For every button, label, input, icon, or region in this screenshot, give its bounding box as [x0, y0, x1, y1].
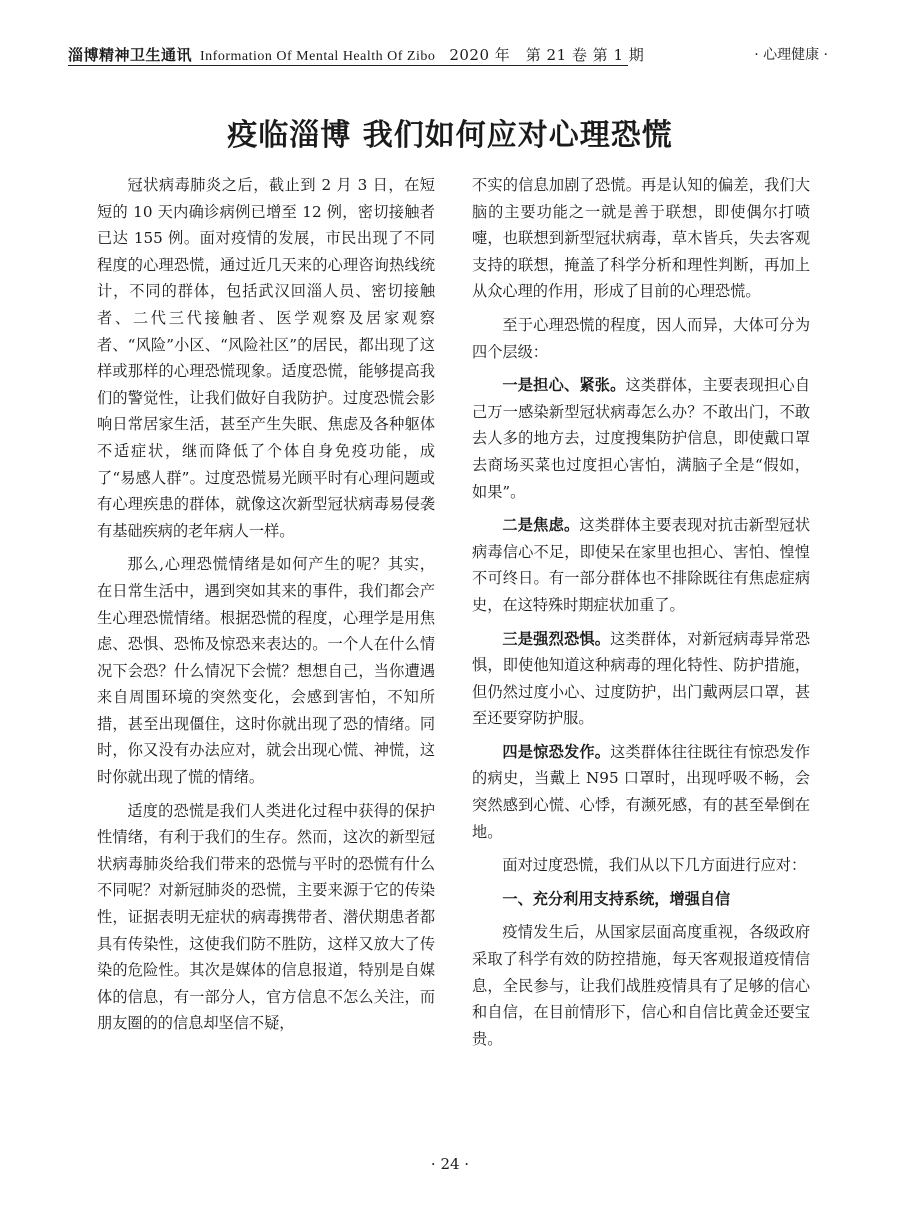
running-header — [68, 40, 828, 68]
paragraph: 至于心理恐慌的程度，因人而异，大体可分为四个层级： — [472, 315, 810, 361]
level-heading: 二是焦虑。 — [502, 516, 580, 535]
paragraph: 疫情发生后，从国家层面高度重视，各级政府采取了科学有效的防控措施，每天客观报道疫情信息，全民参与，让我们战胜疫情具有了足够的信心和自信，在目前情形下，信心和自信比黄金还要宝贵。 — [472, 923, 810, 1048]
level-paragraph — [472, 739, 810, 845]
level-paragraph — [472, 372, 810, 505]
section-heading: 一、充分利用支持系统，增强自信 — [502, 889, 731, 908]
section-label: · 心理健康 · — [754, 47, 828, 63]
level-paragraph — [472, 512, 810, 618]
page-number: · 24 · — [430, 1155, 470, 1173]
journal-info — [68, 44, 644, 65]
paragraph: 面对过度恐慌，我们从以下几方面进行应对： — [502, 856, 807, 875]
level-text: 这类群体，主要表现担心自己万一感染新型冠状病毒怎么办？不敢出门，不敢去人多的地方去，过度搜集防护信息，即使戴口罩去商场买菜也过度担心害怕，满脑子全是“假如，如果”。 — [472, 376, 810, 501]
paragraph-continuation: 不实的信息加剧了恐慌。再是认知的偏差，我们大脑的主要功能之一就是善于联想，即使偶尔打喷嚏，也联想到新型冠状病毒，草木皆兵，失去客观支持的联想，掩盖了科学分析和理性判断，再加上从众心理的作用，形成了目前的心理恐慌。 — [472, 176, 810, 301]
level-heading: 一是担心、紧张。 — [502, 376, 626, 395]
level-text: 这类群体主要表现对抗击新型冠状病毒信心不足，即使呆在家里也担心、害怕、惶惶不可终日。有一部分群体也不排除既往有焦虑症病史，在这特殊时期症状加重了。 — [472, 516, 810, 614]
article-title: 疫临淄博 我们如何应对心理恐慌 — [227, 118, 673, 153]
level-text: 这类群体往往既往有惊恐发作的病史，当戴上 N95 口罩时，出现呼吸不畅，会突然感到心慌、心悸，有濒死感，有的甚至晕倒在地。 — [472, 742, 810, 841]
left-column — [97, 172, 435, 1044]
level-text: 这类群体，对新冠病毒异常恐惧，即使他知道这种病毒的理化特性、防护措施，但仍然过度小心、过度防护，出门戴两层口罩，甚至还要穿防护服。 — [472, 629, 810, 728]
issue-info: 2020 年 第 21 卷 第 1 期 — [449, 46, 645, 64]
right-column — [472, 172, 810, 1059]
paragraph: 适度的恐慌是我们人类进化过程中获得的保护性情绪，有利于我们的生存。然而，这次的新型冠状病毒肺炎给我们带来的恐慌与平时的恐慌有什么不同呢？对新冠肺炎的恐慌，主要来源于它的传染性，证据表明无症状的病毒携带者、潜伏期患者都具有传染性，这使我们防不胜防，这样又放大了传染的危险性。其次是媒体的信息报道，特别是自媒体的信息，有一部分人，官方信息不怎么关注，而朋友圈的的信息却坚信不疑， — [97, 801, 435, 1033]
journal-title-cn: 淄博精神卫生通讯 — [68, 46, 193, 64]
journal-title-en: Information Of Mental Health Of Zibo — [200, 49, 436, 64]
header-rule — [68, 65, 628, 66]
level-paragraph — [472, 626, 810, 732]
paragraph: 冠状病毒肺炎之后，截止到 2 月 3 日，在短短的 10 天内确诊病例已增至 12 例，密切接触者已达 155 例。面对疫情的发展，市民出现了不同程度的心理恐慌，通过近几天来的心理咨询热线统计，不同的群体，包括武汉回淄人员、密切接触者、二代三代接触者、医学观察及居家观察者、“风险”小区、“风险社区”的居民，都出现了这样或那样的心理恐慌现象。适度恐慌，能够提高我们的警觉性，让我们做好自我防护。过度恐慌会影响日常居家生活，甚至产生失眠、焦虑及各种躯体不适症状，继而降低了个体自身免疫功能，成了“易感人群”。过度恐慌易光顾平时有心理问题或有心理疾患的群体，就像这次新型冠状病毒易侵袭有基础疾病的老年病人一样。 — [97, 176, 435, 540]
paragraph: 那么,心理恐慌情绪是如何产生的呢？其实，在日常生活中，遇到突如其来的事件，我们都会产生心理恐慌情绪。根据恐慌的程度，心理学是用焦虑、恐惧、恐怖及惊恐来表达的。一个人在什么情况下会恐？什么情况下会慌？想想自己，当你遭遇来自周围环境的突然变化，会感到害怕，不知所措，甚至出现僵住，这时你就出现了恐的情绪。同时，你又没有办法应对，就会出现心慌、神慌，这时你就出现了慌的情绪。 — [97, 555, 435, 787]
level-heading: 三是强烈恐惧。 — [502, 629, 611, 648]
level-heading: 四是惊恐发作。 — [502, 742, 611, 761]
